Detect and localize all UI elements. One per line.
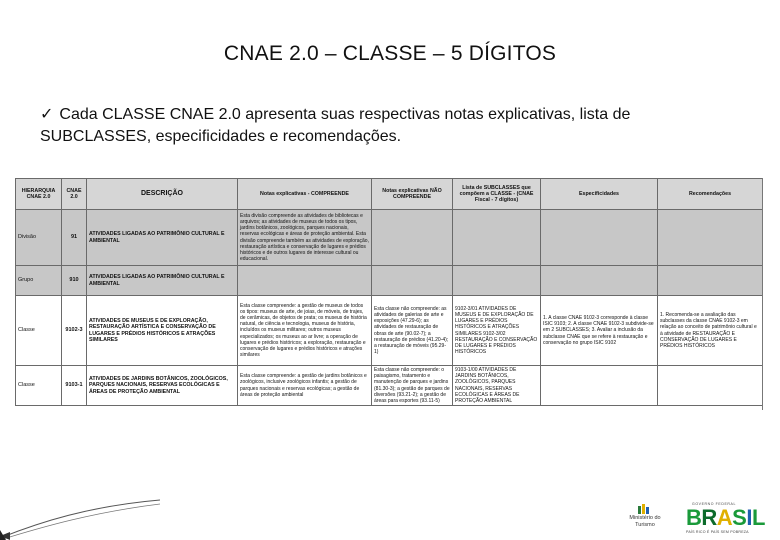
cell-nao-compreende: Esta classe não compreende: o paisagismo, tratamento e manutenção de parques e jardins (81.30-3); a gestão de parques de diversões (93.21-2); a gestão de áreas para esportes (93.11-5) — [372, 366, 453, 406]
cell-codigo: 91 — [62, 210, 87, 266]
header-notas-nao-compreende: Notas explicativas NÃO COMPREENDE — [372, 179, 453, 210]
cell-compreende: Esta classe compreende: a gestão de jardins botânicos e zoológicos, inclusive zoológicos infantis; a gestão de parques nacionais e reservas ecológicas; a gestão de áreas de proteção ambiental — [238, 366, 372, 406]
bullet-paragraph — [40, 104, 730, 148]
header-cnae: CNAE 2.0 — [62, 179, 87, 210]
cell-recomendacoes: 1. Recomenda-se a avaliação das subclasses da classe CNAE 9102-3 em relação ao conceito de patrimônio cultural e à atividade de RESTAURAÇÃO E CONSERVAÇÃO DE LUGARES E PRÉDIOS HISTÓRICOS — [658, 296, 763, 366]
cell-especificidades — [541, 266, 658, 296]
cell-subclasses — [453, 266, 541, 296]
cell-nivel: Classe — [16, 296, 62, 366]
table-row — [16, 296, 763, 366]
cell-nao-compreende — [372, 266, 453, 296]
cell-nivel: Grupo — [16, 266, 62, 296]
cell-nivel: Classe — [16, 366, 62, 406]
decorative-swoosh — [0, 492, 160, 540]
header-descricao: DESCRIÇÃO — [87, 179, 238, 210]
cell-subclasses: 9102-3/01 ATIVIDADES DE MUSEUS E DE EXPLORAÇÃO DE LUGARES E PRÉDIOS HISTÓRICOS E ATRAÇÕES SIMILARES 9102-3/02 RESTAURAÇÃO E CONSERVAÇÃO DE LUGARES E PRÉDIOS HISTÓRICOS — [453, 296, 541, 366]
cell-codigo: 910 — [62, 266, 87, 296]
header-notas-compreende: Notas explicativas - COMPREENDE — [238, 179, 372, 210]
cell-codigo: 9102-3 — [62, 296, 87, 366]
cell-especificidades — [541, 210, 658, 266]
cell-recomendacoes — [658, 366, 763, 406]
cell-codigo: 9103-1 — [62, 366, 87, 406]
cell-nao-compreende — [372, 210, 453, 266]
cell-especificidades — [541, 366, 658, 406]
ministerio-label: Ministério do Turismo — [629, 515, 661, 528]
cell-nao-compreende: Esta classe não compreende: as atividades de galerias de arte e exposições (47.29-6); as atividades de restauração de obras de arte (90.02-7); a restauração de prédios (41.20-4); a restauração de móveis (95.29-1) — [372, 296, 453, 366]
cell-descricao: ATIVIDADES LIGADAS AO PATRIMÔNIO CULTURAL E AMBIENTAL — [87, 210, 238, 266]
header-recomendacoes: Recomendações — [658, 179, 763, 210]
header-hierarquia: HIERARQUIA CNAE 2.0 — [16, 179, 62, 210]
brasil-tagline: PAÍS RICO É PAÍS SEM POBREZA — [686, 530, 749, 534]
brasil-wordmark: BRASIL — [686, 505, 765, 530]
bullet-text: Cada CLASSE CNAE 2.0 apresenta suas respectivas notas explicativas, lista de SUBCLASSES, especificidades e recomendações. — [40, 106, 631, 145]
cell-nivel: Divisão — [16, 210, 62, 266]
cell-compreende — [238, 266, 372, 296]
cell-descricao: ATIVIDADES DE JARDINS BOTÂNICOS, ZOOLÓGICOS, PARQUES NACIONAIS, RESERVAS ECOLÓGICAS E ÁREAS DE PROTEÇÃO AMBIENTAL — [87, 366, 238, 406]
cell-subclasses: 9103-1/00 ATIVIDADES DE JARDINS BOTÂNICOS, ZOOLÓGICOS, PARQUES NACIONAIS, RESERVAS ECOLÓGICAS E ÁREAS DE PROTEÇÃO AMBIENTAL — [453, 366, 541, 406]
brasil-governo-logo — [682, 502, 774, 536]
cell-recomendacoes — [658, 266, 763, 296]
table-row — [16, 266, 763, 296]
cnae-table-image — [15, 178, 763, 410]
check-icon: ✓ — [40, 106, 54, 123]
cell-especificidades: 1. A classe CNAE 9102-3 corresponde à classe ISIC 9103; 2. A classe CNAE 9102-3 subdivide-se em 2 SUBCLASSES; 3. Avaliar a inclusão da subclasse CNAE que se refere à restauração e conservação no grupo ISIC 9102 — [541, 296, 658, 366]
ministerio-turismo-logo — [622, 504, 668, 534]
slide-title: CNAE 2.0 – CLASSE – 5 DÍGITOS — [223, 42, 557, 65]
brasil-top-text: GOVERNO FEDERAL — [692, 502, 737, 506]
table-header-row — [16, 179, 763, 210]
cell-descricao: ATIVIDADES LIGADAS AO PATRIMÔNIO CULTURAL E AMBIENTAL — [87, 266, 238, 296]
header-especificidades: Especificidades — [541, 179, 658, 210]
header-subclasses: Lista de SUBCLASSES que compõem a CLASSE - (CNAE Fiscal - 7 dígitos) — [453, 179, 541, 210]
cell-compreende: Esta classe compreende: a gestão de museus de todos os tipos: museus de arte, de joias, de móveis, de trajes, de cerâmicas, de objetos de prata; os museus de história natural, de ciência e tecnologia, museus de história, incluídos os museus militares; outros museus especializados; os museus ao ar livre; a operação de lugares e prédios históricos; a exploração, restauração e conservação de lugares e prédios históricos e atrações similares — [238, 296, 372, 366]
cell-recomendacoes — [658, 210, 763, 266]
table-row — [16, 366, 763, 406]
cell-descricao: ATIVIDADES DE MUSEUS E DE EXPLORAÇÃO, RESTAURAÇÃO ARTÍSTICA E CONSERVAÇÃO DE LUGARES E PRÉDIOS HISTÓRICOS E ATRAÇÕES SIMILARES — [87, 296, 238, 366]
ministerio-mark-icon — [638, 504, 650, 514]
cnae-table — [15, 178, 763, 406]
cell-subclasses — [453, 210, 541, 266]
cell-compreende: Esta divisão compreende as atividades de bibliotecas e arquivos; as atividades de museus de todos os tipos, jardins botânicos, zoológicos, parques nacionais, reservas ecológicas e áreas de proteção ambiental. Esta divisão compreende também as atividades de exploração, restauração artística e conservação de lugares e prédios históricos e de outros lugares de interesse cultural ou educacional. — [238, 210, 372, 266]
table-row — [16, 210, 763, 266]
